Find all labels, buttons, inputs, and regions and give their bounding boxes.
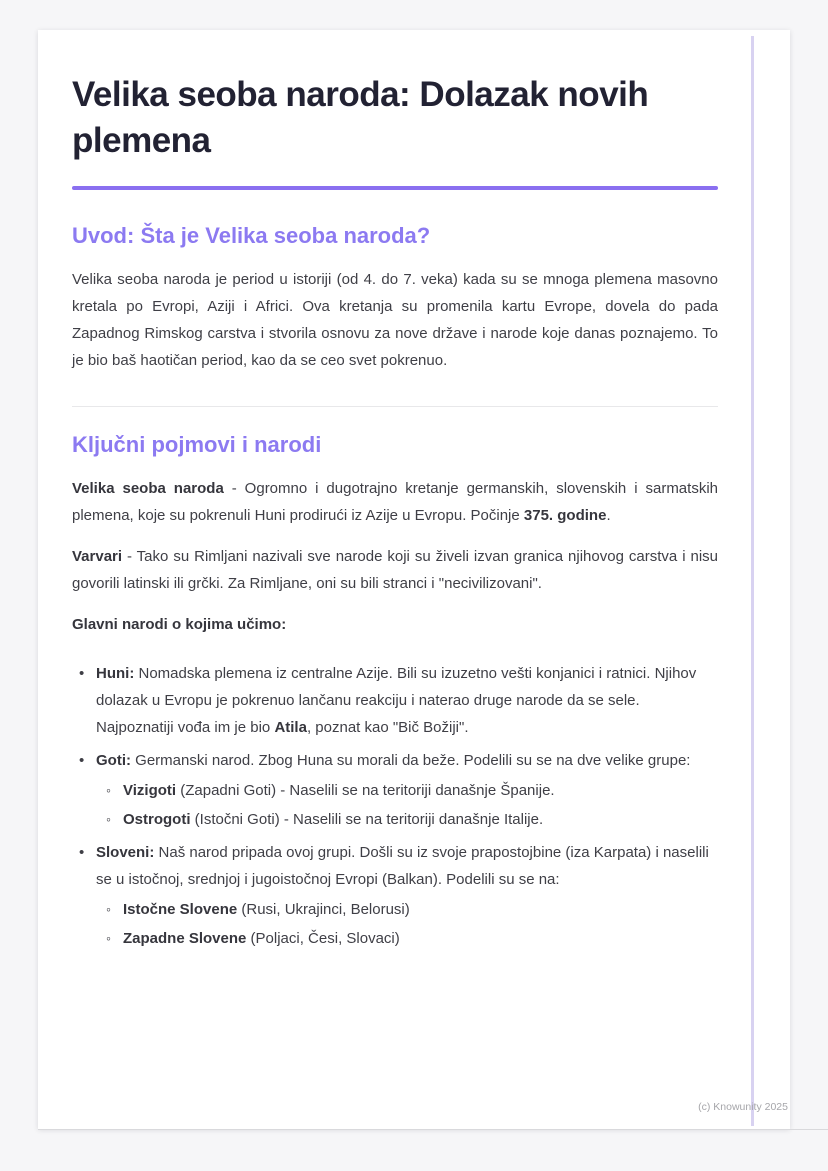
list-item-body [96, 660, 718, 741]
section-divider [72, 406, 718, 407]
term-varvari: Varvari [72, 548, 123, 565]
list-item-vizigoti [106, 777, 718, 804]
text-segment: , poznat kao "Bič Božiji". [306, 719, 469, 736]
section-heading-kljucni: Ključni pojmovi i narodi [72, 432, 322, 457]
bullet-dot-icon [72, 660, 96, 687]
term-375-godine: 375. godine [523, 507, 607, 524]
term-istocne-slovene: Istočne Slovene [123, 901, 238, 918]
goti-sublist [106, 777, 718, 833]
text-segment: - Ogromno i dugotrajno kretanje germanskih, slovenskih i sarmatskih plemena, koje su pokrenuli Huni prodirući iz Azije u Evropu. Počinje [72, 480, 718, 524]
term-ostrogoti: Ostrogoti [123, 811, 191, 828]
term-goti: Goti: [96, 752, 131, 769]
term-huni: Huni: [96, 665, 135, 682]
bullet-dot-icon [72, 839, 96, 866]
text-segment: (Zapadni Goti) - Naselili se na teritoriji današnje Španije. [176, 782, 555, 799]
term-velika-seoba: Velika seoba naroda [72, 480, 224, 497]
list-item-body [96, 839, 718, 952]
bullet-circle-icon [106, 896, 123, 923]
list-item-ostrogoti [106, 806, 718, 833]
list-item-istocne-slovene [106, 896, 718, 923]
text-segment: (Rusi, Ukrajinci, Belorusi) [237, 901, 410, 918]
text-segment: Germanski narod. Zbog Huna su morali da beže. Podelili su se na dve velike grupe: [131, 752, 691, 769]
term-atila: Atila [274, 719, 307, 736]
bullet-circle-icon [106, 806, 123, 833]
document-page [38, 30, 790, 1129]
title-underline-rule [72, 186, 718, 190]
text-segment: Nomadska plemena iz centralne Azije. Bili su izuzetno vešti konjanici i ratnici. Njihov dolazak u Evropu je pokrenuo lančanu reakciju i naterao druge narode da se sele. Najpoznatiji vođa im je bio [96, 665, 697, 736]
list-item-text-zapadne [123, 925, 400, 952]
page-title: Velika seoba naroda: Dolazak novih plemena [72, 75, 649, 160]
bullet-circle-icon [106, 925, 123, 952]
list-item-zapadne-slovene [106, 925, 718, 952]
list-item-huni [72, 660, 718, 741]
page-margin-line [751, 36, 754, 1126]
list-item-text-istocne [123, 896, 410, 923]
text-segment: (Poljaci, Česi, Slovaci) [246, 930, 400, 947]
list-intro-heading: Glavni narodi o kojima učimo: [72, 616, 287, 633]
list-item-text-vizigoti [123, 777, 555, 804]
bullet-dot-icon [72, 747, 96, 774]
list-item-sloveni [72, 839, 718, 952]
term-sloveni: Sloveni: [96, 844, 155, 861]
list-item-body [96, 747, 718, 833]
list-item-text-sloveni [96, 839, 718, 893]
text-segment: Naš narod pripada ovoj grupi. Došli su iz svoje prapostojbine (iza Karpata) i naselili se u istočnoj, srednjoj i jugoistočnoj Evropi (Balkan). Podelili su se na: [96, 844, 709, 888]
paragraph-varvari [72, 543, 718, 597]
text-segment: (Istočni Goti) - Naselili se na teritoriji današnje Italije. [190, 811, 544, 828]
list-item-text-huni [96, 660, 718, 741]
bullet-circle-icon [106, 777, 123, 804]
term-vizigoti: Vizigoti [123, 782, 177, 799]
footer-credit: (c) Knowunity 2025 [698, 1101, 788, 1113]
paragraph-velika-seoba [72, 475, 718, 529]
text-segment: - Tako su Rimljani nazivali sve narode koji su živeli izvan granica njihovog carstva i nisu govorili latinski ili grčki. Za Rimljane, oni su bili stranci i "necivilizovani". [72, 548, 718, 592]
text-segment: . [606, 507, 611, 524]
section-heading-uvod: Uvod: Šta je Velika seoba naroda? [72, 223, 431, 248]
peoples-list [72, 660, 718, 952]
term-zapadne-slovene: Zapadne Slovene [123, 930, 247, 947]
list-item-text-ostrogoti [123, 806, 543, 833]
page-edge-line [38, 1129, 828, 1130]
list-item-goti [72, 747, 718, 833]
list-item-text-goti [96, 747, 718, 774]
uvod-paragraph: Velika seoba naroda je period u istoriji (od 4. do 7. veka) kada su se mnoga plemena masovno kretala po Evropi, Aziji i Africi. Ova kretanja su promenila kartu Evrope, dovela do pada Zapadnog Rimskog carstva i stvorila osnovu za nove države i narode koje danas poznajemo. To je bio baš haotičan period, kao da se ceo svet pokrenuo. [72, 271, 718, 369]
sloveni-sublist [106, 896, 718, 952]
